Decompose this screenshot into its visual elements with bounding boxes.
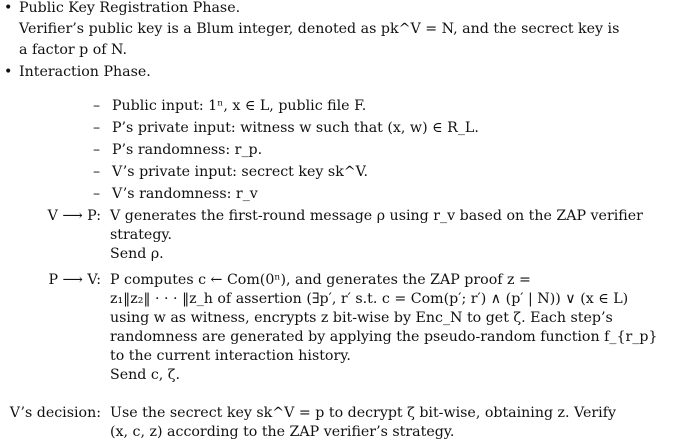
bullet-public-key-phase: • <box>4 0 13 16</box>
dash-v-private-input: – <box>93 164 101 180</box>
public-input-text: Public input: 1ⁿ, x ∈ L, public file F. <box>112 98 367 114</box>
step-v-decision-body <box>110 404 685 442</box>
step-p-to-v-line-4: randomness are generated by applying the pseudo-random function f_{r_p} <box>110 329 658 345</box>
p-randomness-text: P’s randomness: r_p. <box>112 142 263 158</box>
step-label-p-to-v: P ⟶ V: <box>48 272 101 288</box>
step-v-to-p-body <box>110 207 685 264</box>
step-label-v-to-p: V ⟶ P: <box>47 208 101 224</box>
step-p-to-v-line-5: to the current interaction history. <box>110 348 351 364</box>
step-v-decision-line-2: (x, c, z) according to the ZAP verifier’s strategy. <box>110 424 455 440</box>
public-key-phase-title: Public Key Registration Phase. <box>19 0 241 16</box>
v-randomness-text: V’s randomness: r_v <box>112 186 258 202</box>
step-p-to-v-line-2: z₁‖z₂‖ · · · ‖z_h of assertion (∃p′, r′ s.t. c = Com(p′; r′) ∧ (p′ | N)) ∨ (x ∈ L) <box>110 291 629 307</box>
public-key-phase-line-2: a factor p of N. <box>19 42 128 58</box>
step-p-to-v-line-1: P computes c ← Com(0ⁿ), and generates the ZAP proof z = <box>110 272 531 288</box>
dash-public-input: – <box>93 98 101 114</box>
dash-v-randomness: – <box>93 186 101 202</box>
dash-p-randomness: – <box>93 142 101 158</box>
step-label-v-decision: V’s decision: <box>9 405 101 421</box>
public-key-phase-line-1: Verifier’s public key is a Blum integer, denoted as pk^V = N, and the secrect key is <box>19 21 620 37</box>
step-p-to-v-line-6: Send c, ζ. <box>110 367 181 383</box>
step-p-to-v-line-3: using w as witness, encrypts z bit-wise by Enc_N to get ζ. Each step’s <box>110 310 613 326</box>
step-v-to-p-line-1: V generates the first-round message ρ using r_v based on the ZAP verifier <box>110 208 643 224</box>
step-v-decision-line-1: Use the secrect key sk^V = p to decrypt ζ bit-wise, obtaining z. Verify <box>110 405 616 421</box>
v-private-input-text: V’s private input: secrect key sk^V. <box>112 164 368 180</box>
step-v-to-p-line-3: Send ρ. <box>110 246 164 262</box>
step-p-to-v-body <box>110 271 685 385</box>
interaction-phase-title: Interaction Phase. <box>19 64 151 80</box>
p-private-input-text: P’s private input: witness w such that (x, w) ∈ R_L. <box>112 120 479 136</box>
bullet-interaction-phase: • <box>4 64 13 80</box>
dash-p-private-input: – <box>93 120 101 136</box>
step-v-to-p-line-2: strategy. <box>110 227 173 243</box>
